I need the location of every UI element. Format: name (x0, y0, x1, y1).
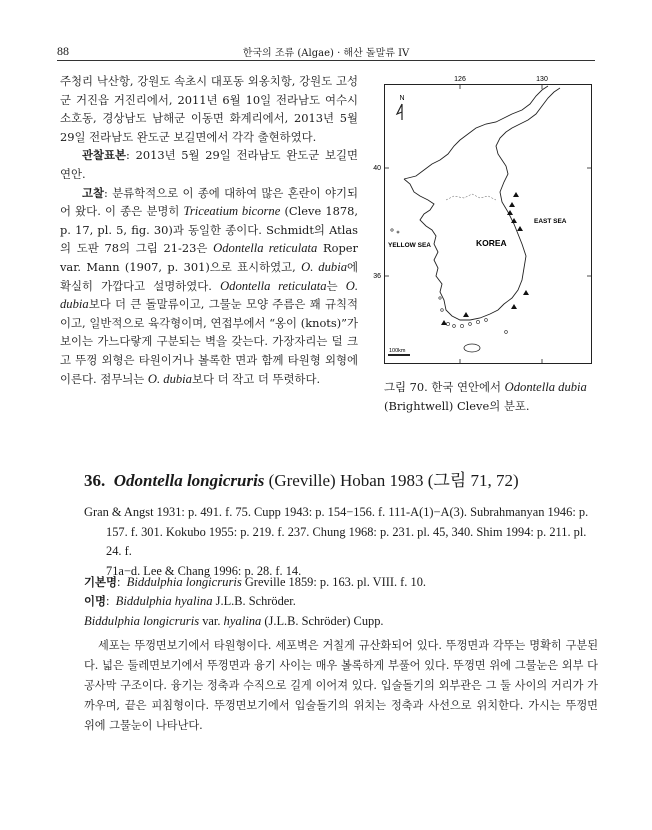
references (84, 503, 598, 581)
discussion-text: 는 (326, 278, 346, 293)
basionym-label: 기본명 (84, 575, 118, 589)
variety-line (84, 612, 598, 631)
specimen-label: 관찰표본 (82, 148, 127, 163)
synonym-label: 이명 (84, 594, 107, 609)
var-abbrev: var. (199, 613, 224, 628)
north-label: N (399, 95, 405, 102)
species-name: O. dubia (147, 371, 192, 386)
reference-line: 71a−d. Lee & Chang 1996: p. 28. f. 14. (106, 563, 302, 578)
discussion-text: Roper var. Mann (1907, p. 301)으로 표시하였고, (60, 241, 358, 274)
basionym-line: 기본명: Biddulphia longicruris Greville 1859: p. 163. pl. VIII. f. 10. (84, 575, 426, 589)
species-name: Triceatium bicorne (183, 204, 281, 219)
lat-label: 40 (373, 165, 381, 172)
discussion-text: : 분류학적으로 이 종에 대하여 많은 혼란이 야기되어 왔다. 이 종은 분명히 (60, 185, 358, 219)
scale-label: 100km (389, 348, 406, 354)
caption-suffix: (Brightwell) Cleve의 분포. (384, 399, 530, 413)
yellow-sea-label: YELLOW SEA (388, 242, 431, 249)
lat-label: 36 (373, 273, 381, 280)
discussion-text: 보다 더 작고 더 뚜렷하다. (191, 371, 321, 386)
east-sea-label: EAST SEA (534, 218, 567, 225)
section-authority: (Greville) Hoban 1983 (그림 71, 72) (264, 471, 519, 490)
specimen-text: : 2013년 5월 29일 전라남도 완도군 보길면 연안. (60, 148, 358, 181)
running-title: 한국의 조류 (Algae) · 해산 돌말류 IV (242, 48, 410, 59)
synonymy (84, 573, 598, 631)
synonym-author: J.L.B. Schröder. (212, 594, 296, 609)
species-name: O. dubia (301, 259, 347, 274)
basionym-ref: Greville 1859: p. 163. pl. VIII. f. 10. (241, 575, 426, 589)
distribution-map (373, 76, 592, 364)
species-name: O. dubia (60, 278, 358, 312)
specimen-paragraph (60, 146, 358, 183)
occurrence-paragraph: 주청리 낙산항, 강원도 속초시 대포동 외옹치항, 강원도 고성군 거진읍 거진리에서, 2011년 6월 10일 전라남도 여수시 소호동, 경상남도 남해군 이동면 화계리에서, 2013년 5월 29일 전라남도 완도군 보길면에서 각각 출현하였다. (60, 74, 358, 144)
reference-line: Gran & Angst 1931: p. 491. f. 75. Cupp 1943: p. 154−156. f. 111-A(1)−A(3). Subrahmanyan 1946: p. (84, 505, 589, 519)
caption-species: Odontella dubia (504, 380, 587, 394)
caption-prefix: 그림 70. 한국 연안에서 (384, 380, 505, 394)
section-number: 36. (84, 471, 106, 490)
discussion-label: 고찰 (82, 185, 105, 200)
discussion-text: (Cleve 1878, p. 17, pl. 5, fig. 30)과 동일한 종이다. Schmidt의 Atlas의 도판 78의 그림 21-23은 (60, 204, 358, 256)
species-name: Biddulphia hyalina (115, 594, 213, 609)
species-name: Odontella reticulata (220, 278, 327, 293)
discussion-paragraph (60, 184, 358, 389)
country-label: KOREA (476, 238, 507, 248)
section-heading (84, 466, 519, 491)
left-column-text (60, 72, 358, 388)
section-species: Odontella longicruris (113, 471, 265, 490)
variety-name: hyalina (223, 613, 262, 628)
lon-label: 130 (536, 76, 548, 83)
lon-label: 126 (454, 76, 466, 83)
species-name: Biddulphia longicruris (126, 575, 242, 589)
species-name: Biddulphia longicruris (84, 613, 200, 628)
page-number: 88 (57, 44, 69, 58)
header-rule (57, 60, 595, 61)
variety-author: (J.L.B. Schröder) Cupp. (261, 613, 384, 628)
species-name: Odontella reticulata (213, 241, 318, 256)
synonym-line: 이명: Biddulphia hyalina J.L.B. Schröder. (84, 594, 296, 609)
figure-caption (384, 378, 598, 416)
discussion-text: 에 확실히 가깝다고 설명하였다. (60, 259, 359, 293)
reference-line: 157. f. 301. Kokubo 1955: p. 219. f. 237. Chung 1968: p. 231. pl. 45, 340. Shim 1994: p. 211. pl. 24. f. (106, 524, 587, 559)
discussion-text: 보다 더 큰 돌말류이고, 그물눈 모양 주름은 꽤 규칙적이고, 일반적으로 육각형이며, 연접부에서 “옹이 (knots)”가 보이는 가느다랗게 구분되는 벽을 갖는다. 가장자리는 덜 크고 뚜껑 외형은 타원이거나 볼록한 면과 함께 타원형 외형에 이른다. 점무늬는 (60, 297, 358, 386)
description-paragraph: 세포는 뚜껑면보기에서 타원형이다. 세포벽은 거칠게 규산화되어 있다. 뚜껑면과 각뚜는 명확히 구분된다. 넓은 둘레면보기에서 뚜껑면과 융기 사이는 매우 볼록하게 부풀어 있다. 뚜껑면 위에 그물눈은 외부 다공사막 구조이다. 융기는 정축과 수직으로 길게 이어져 있다. 입술돌기의 외부관은 그 둘 사이의 거리가 가까우며, 끝은 피침형이다. 뚜껑면보기에서 입술돌기의 위치는 정축과 사선으로 위치한다. 가시는 뚜껑면 위에 그물눈이 나타난다. (84, 639, 598, 732)
